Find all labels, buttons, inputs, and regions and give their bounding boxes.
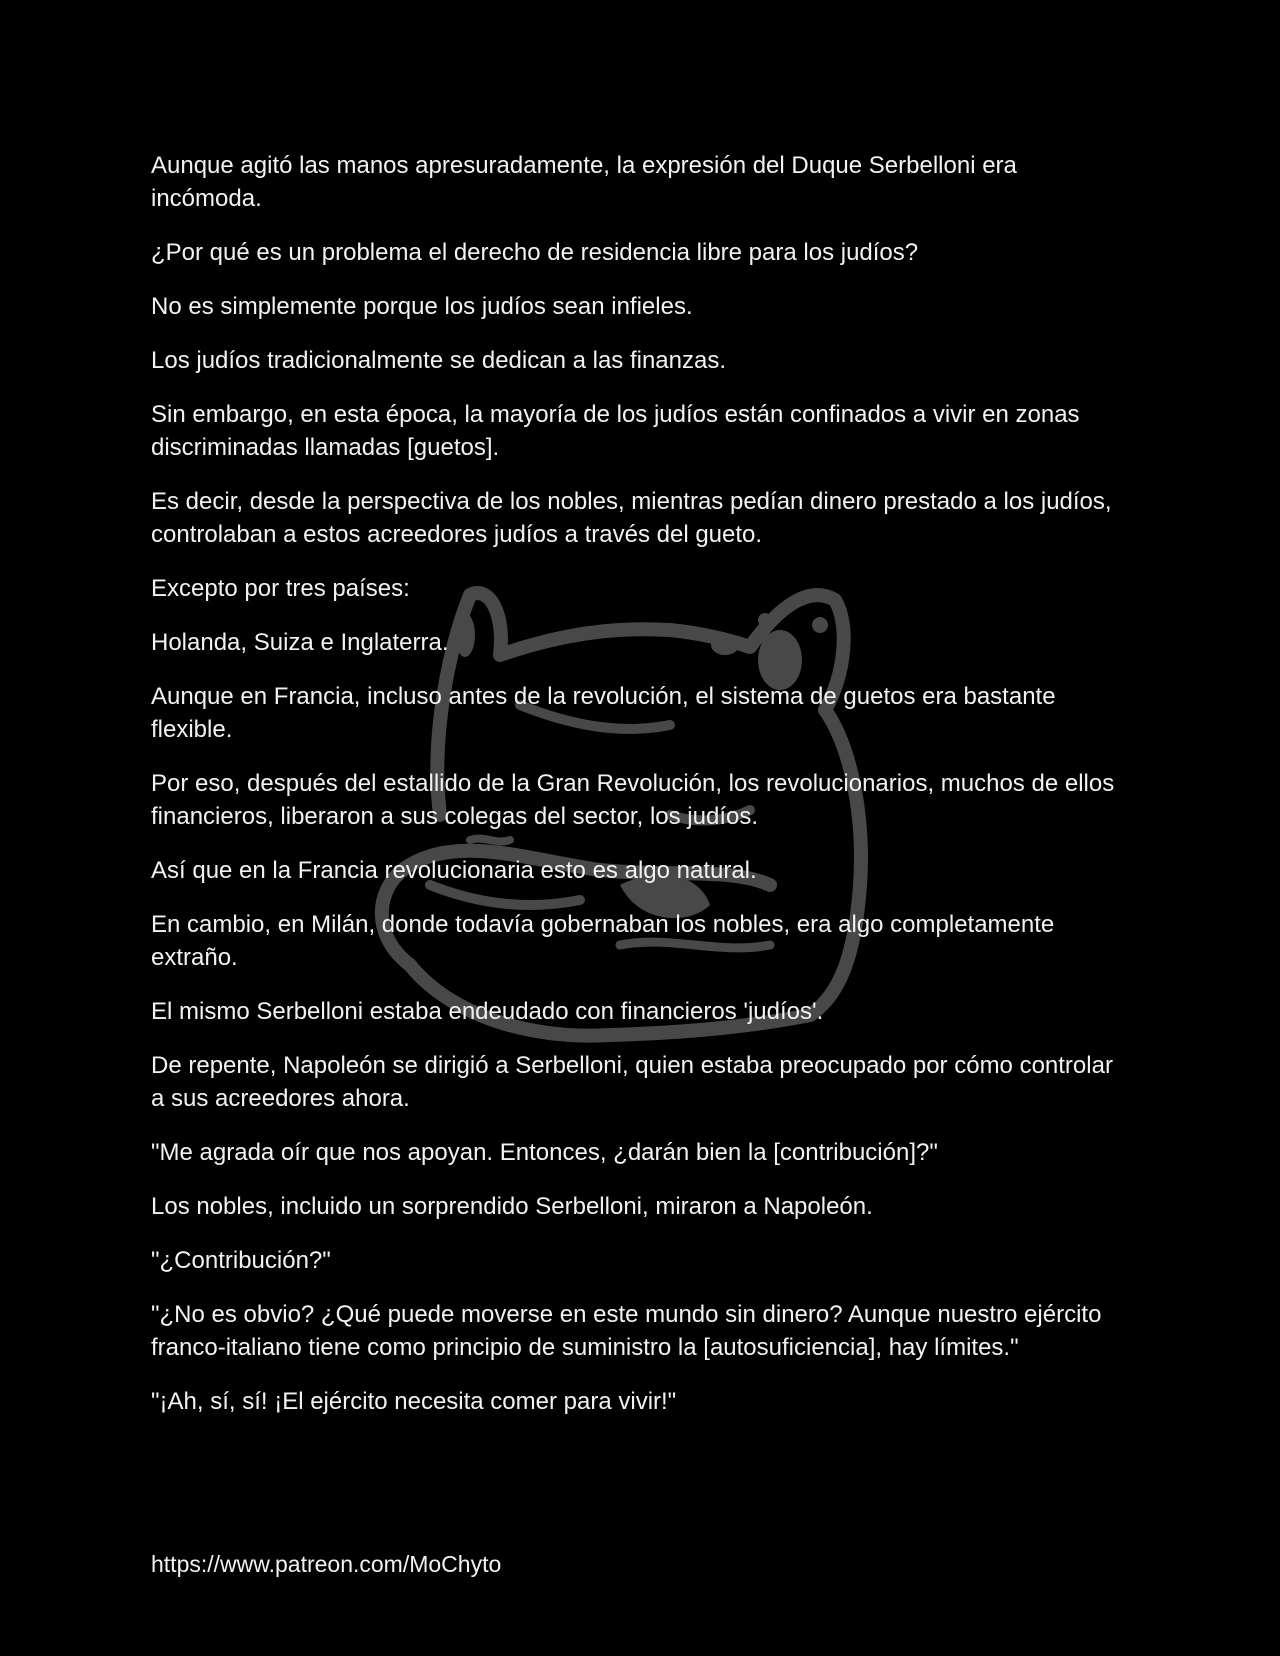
paragraph: Excepto por tres países: bbox=[151, 575, 410, 602]
paragraph: Los judíos tradicionalmente se dedican a las finanzas. bbox=[151, 347, 727, 374]
paragraph: No es simplemente porque los judíos sean infieles. bbox=[151, 293, 693, 320]
paragraph: Aunque en Francia, incluso antes de la revolución, el sistema de guetos era bastante flexible. bbox=[151, 683, 1056, 743]
paragraph: Sin embargo, en esta época, la mayoría de los judíos están confinados a vivir en zonas discriminadas llamadas [guetos]. bbox=[151, 401, 1080, 461]
paragraph: ¿Por qué es un problema el derecho de residencia libre para los judíos? bbox=[151, 239, 919, 266]
paragraph: Aunque agitó las manos apresuradamente, la expresión del Duque Serbelloni era incómoda. bbox=[151, 152, 1017, 212]
paragraph: De repente, Napoleón se dirigió a Serbelloni, quien estaba preocupado por cómo controlar a sus acreedores ahora. bbox=[151, 1052, 1113, 1112]
paragraph: "¿No es obvio? ¿Qué puede moverse en este mundo sin dinero? Aunque nuestro ejército franco-italiano tiene como principio de suministro la [autosuficiencia], hay límites." bbox=[151, 1301, 1102, 1361]
paragraph: Los nobles, incluido un sorprendido Serbelloni, miraron a Napoleón. bbox=[151, 1193, 873, 1220]
story-text bbox=[151, 149, 1131, 1439]
paragraph: Es decir, desde la perspectiva de los nobles, mientras pedían dinero prestado a los judíos, controlaban a estos acreedores judíos a través del gueto. bbox=[151, 488, 1112, 548]
paragraph: Holanda, Suiza e Inglaterra. bbox=[151, 629, 449, 656]
patreon-link[interactable]: https://www.patreon.com/MoChyto bbox=[151, 1551, 502, 1577]
paragraph: En cambio, en Milán, donde todavía gobernaban los nobles, era algo completamente extraño. bbox=[151, 911, 1055, 971]
paragraph: El mismo Serbelloni estaba endeudado con financieros 'judíos'. bbox=[151, 998, 824, 1025]
paragraph: Por eso, después del estallido de la Gran Revolución, los revolucionarios, muchos de ellos financieros, liberaron a sus colegas del sector, los judíos. bbox=[151, 770, 1115, 830]
paragraph: Así que en la Francia revolucionaria esto es algo natural. bbox=[151, 857, 757, 884]
paragraph: "¿Contribución?" bbox=[151, 1247, 331, 1274]
paragraph: "¡Ah, sí, sí! ¡El ejército necesita comer para vivir!" bbox=[151, 1388, 677, 1415]
paragraph: "Me agrada oír que nos apoyan. Entonces, ¿darán bien la [contribución]?" bbox=[151, 1139, 938, 1166]
